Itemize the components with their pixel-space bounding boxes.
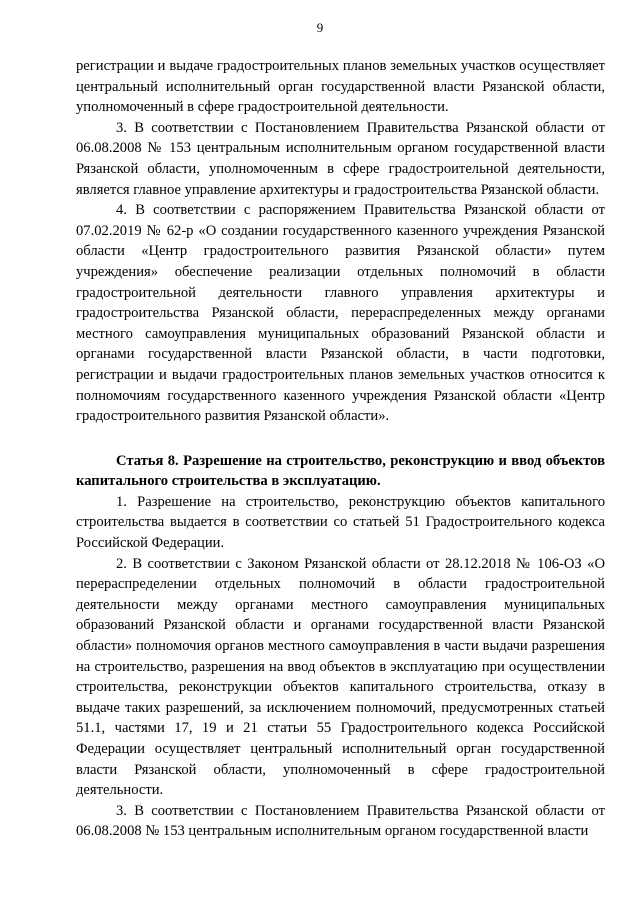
article-heading: Статья 8. Разрешение на строительство, реконструкцию и ввод объектов капитального строительства в эксплуатацию. — [76, 452, 605, 490]
paragraph-article8-item-1: 1. Разрешение на строительство, реконструкцию объектов капитального строительства выдается в соответствии со статьей 51 Градостроительного кодекса Российской Федерации. — [76, 493, 605, 552]
paragraph-article8-item-2: 2. В соответствии с Законом Рязанской области от 28.12.2018 № 106-ОЗ «О перераспределении отдельных полномочий в области градостроительной деятельности между органами местного самоуправления муниципальных образований Рязанской области и органами государственной власти Рязанской области» полномочия органов местного самоуправления в части выдачи разрешения на строительство, разрешения на ввод объектов в эксплуатацию при осуществлении строительства, реконструкции объектов капитального строительства, отказу в выдаче таких разрешений, за исключением полномочий, предусмотренных статьей 51.1, частями 17, 19 и 21 статьи 55 Градостроительного кодекса Российской Федерации осуществляет центральный исполнительный орган государственной власти Рязанской области, уполномоченный в сфере градостроительной деятельности. — [76, 555, 605, 799]
paragraph-continuation: регистрации и выдаче градостроительных планов земельных участков осуществляет центральный исполнительный орган государственной власти Рязанской области, уполномоченный в сфере градостроительной деятельности. — [76, 58, 605, 116]
paragraph-item-3: 3. В соответствии с Постановлением Правительства Рязанской области от 06.08.2008 № 153 центральным исполнительным органом государственной власти Рязанской области, уполномоченным в сфере градостроительной деятельности, является главное управление архитектуры и градостроительства Рязанской области. — [76, 119, 605, 198]
paragraph-item-4: 4. В соответствии с распоряжением Правительства Рязанской области от 07.02.2019 № 62-р «О создании государственного казенного учреждения Рязанской области «Центр градостроительного развития Рязанской области» путем учреждения» обеспечение реализации отдельных полномочий в области градостроительной деятельности главного управления архитектуры и градостроительства Рязанской области, перераспределенных между органами местного самоуправления муниципальных образований Рязанской области и органами государственной власти Рязанской области, в части подготовки, регистрации и выдачи градостроительных планов земельных участков относится к полномочиям государственного казенного учреждения Рязанской области «Центр градостроительного развития Рязанской области». — [76, 202, 605, 425]
document-body — [76, 56, 605, 842]
paragraph-article8-item-3: 3. В соответствии с Постановлением Правительства Рязанской области от 06.08.2008 № 153 центральным исполнительным органом государственной власти — [76, 802, 605, 840]
page-number: 9 — [316, 20, 324, 35]
